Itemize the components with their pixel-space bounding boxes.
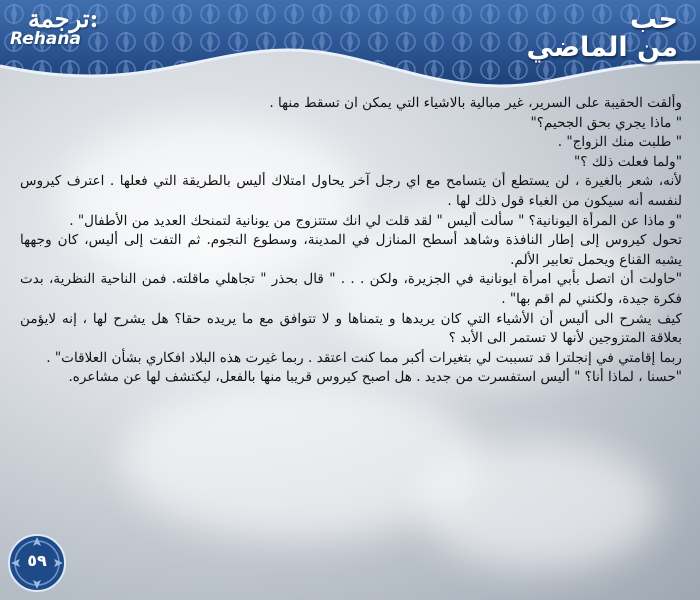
paragraph: وألقت الحقيبة على السرير، غير مبالية بالاشياء التي يمكن ان تسقط منها . (269, 95, 682, 111)
paragraph: تحول كيروس إلى إطار النافذة وشاهد أسطح المنازل في المدينة، وسطوع النجوم. ثم التفت إلى أليس، كان وجهها يشبه القناع ويحمل تعابير الألم. (20, 232, 682, 268)
translator-credit (10, 4, 160, 64)
credit-label: ترجمة: (28, 4, 99, 33)
paragraph: لأنه، شعر بالغيرة ، لن يستطع أن يتسامح مع اي رجل آخر يحاول امتلاك أليس بالطريقة التي فعلها . اعترف كيروس لنفسه أنه سيكون من الغباء قول ذلك لها . (20, 173, 682, 209)
paragraph: " ماذا يجري بحق الجحيم؟" (530, 114, 682, 131)
translator-name: Rehana (10, 29, 81, 49)
paragraph: "و ماذا عن المرأة اليونانية؟ " سألت أليس " لقد قلت لي انك ستتزوج من يونانية لتمنحك العديد من الأطفال" . (69, 212, 682, 229)
body-text (20, 94, 682, 580)
paragraph: "ولما فعلت ذلك ؟" (574, 153, 682, 170)
paragraph: "حاولت أن اتصل بأبي امرأة ايونانية في الجزيرة، ولكن . . . " قال بحذر " تجاهلي ماقلته. فمن الناحية النظرية، بدت فكرة جيدة، ولكنني لم اقم بها" . (20, 271, 682, 307)
paragraph: " طلبت منك الزواج" . (557, 134, 682, 151)
paragraph: "حسنا ، لماذا أنا؟ " أليس استفسرت من جديد . هل اصبح كيروس قريبا منها بالفعل، ليكتشف لها عن مشاعره. (68, 369, 682, 386)
paragraph: ربما إقامتي في إنجلترا قد تسببت لي بتغيرات أكبر مما كنت اعتقد . ربما غيرت هذه البلاد افكاري بشأن العلاقات" . (46, 349, 682, 366)
chapter-title (458, 6, 678, 62)
title-line-1: حب (629, 4, 678, 35)
paragraph: كيف يشرح الى أليس أن الأشياء التي كان يريدها و يتمناها و لا تتوافق مع ما يريده حقا؟ هل يشرح لها ، إنه لايؤمن بعلاقة المتزوجين لأنها لا تستمر الى الأبد ؟ (20, 310, 682, 347)
title-line-2: من الماضي (526, 32, 678, 63)
page-number: ٥٩ (27, 551, 47, 570)
